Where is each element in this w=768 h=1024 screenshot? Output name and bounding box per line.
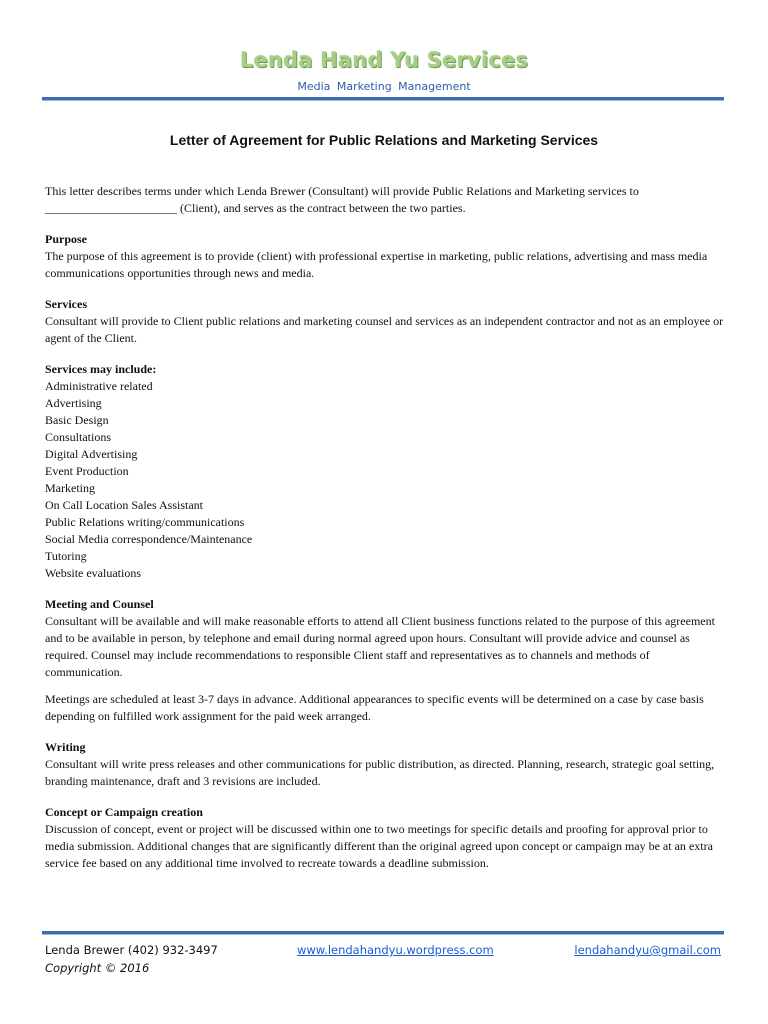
list-item: Tutoring (45, 549, 87, 563)
writing-heading: Writing (45, 740, 86, 754)
email-link[interactable]: lendahandyu@gmail.com (574, 943, 721, 957)
concept-paragraph: Discussion of concept, event or project will be discussed within one to two meetings for specific details and proofing for approval prior to media submission. Additional changes that are significantly different than the original agreed upon concept or campaign may be at an extra service fee based on any additional time involved to recreate towards a deadline submission. (45, 822, 713, 870)
footer-contact: Lenda Brewer (402) 932-3497 (45, 943, 218, 957)
list-item: On Call Location Sales Assistant (45, 498, 203, 512)
list-item: Advertising (45, 396, 102, 410)
footer-divider (42, 931, 724, 935)
brand-tagline: Media Marketing Management (297, 80, 471, 93)
list-item: Website evaluations (45, 566, 142, 580)
copyright-text: Copyright © 2016 (45, 961, 150, 975)
writing-paragraph: Consultant will write press releases and other communications for public distribution, as directed. Planning, research, strategic goal setting, branding maintenance, draft and 3 revisions are included. (45, 757, 715, 788)
services-list (45, 378, 725, 582)
list-item: Basic Design (45, 413, 109, 427)
list-item: Marketing (45, 481, 95, 495)
list-item: Consultations (45, 430, 112, 444)
services-include-heading: Services may include: (45, 362, 157, 376)
list-item: Social Media correspondence/Maintenance (45, 532, 253, 546)
meeting-heading: Meeting and Counsel (45, 597, 154, 611)
meeting-schedule-paragraph: Meetings are scheduled at least 3-7 days in advance. Additional appearances to specific events will be determined on a case by case basis depending on fulfilled work assignment for the paid week arranged. (45, 692, 704, 723)
list-item: Digital Advertising (45, 447, 138, 461)
list-item: Event Production (45, 464, 129, 478)
concept-heading: Concept or Campaign creation (45, 805, 203, 819)
brand-title: Lenda Hand Yu Services (239, 48, 529, 72)
services-heading: Services (45, 297, 87, 311)
intro-paragraph: This letter describes terms under which Lenda Brewer (Consultant) will provide Public Relations and Marketing services to ______________________ (Client), and serves as the contract between the two parties. (45, 184, 639, 215)
document-body (45, 183, 725, 872)
header-divider (42, 97, 724, 101)
website-link[interactable]: www.lendahandyu.wordpress.com (297, 943, 494, 957)
services-paragraph: Consultant will provide to Client public relations and marketing counsel and services as an independent contractor and not as an employee or agent of the Client. (45, 314, 724, 345)
list-item: Administrative related (45, 379, 153, 393)
purpose-paragraph: The purpose of this agreement is to provide (client) with professional expertise in marketing, public relations, advertising and mass media communications opportunities through news and media. (45, 249, 708, 280)
document-title: Letter of Agreement for Public Relations and Marketing Services (169, 132, 599, 148)
list-item: Public Relations writing/communications (45, 515, 245, 529)
meeting-paragraph: Consultant will be available and will make reasonable efforts to attend all Client business functions related to the purpose of this agreement and to be available in person, by telephone and email during normal agreed upon hours. Consultant will provide advice and counsel as required. Counsel may include recommendations to responsible Client staff and representatives as to channels and methods of communication. (45, 614, 715, 679)
purpose-heading: Purpose (45, 232, 87, 246)
